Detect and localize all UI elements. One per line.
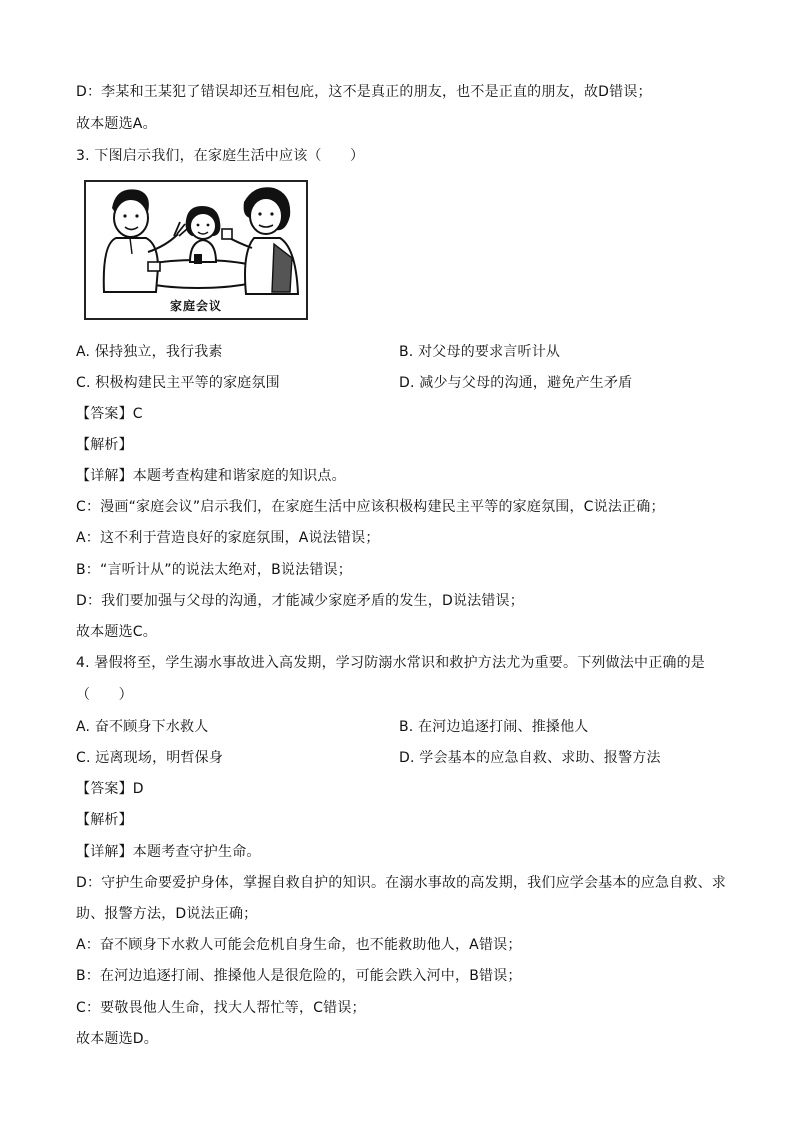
q3-answer: 【答案】C bbox=[76, 406, 143, 422]
q3-conclusion: 故本题选C。 bbox=[76, 624, 157, 640]
q4-option-b: B. 在河边追逐打闹、推搡他人 bbox=[399, 719, 589, 735]
q4-detail-d-line2: 助、报警方法，D说法正确； bbox=[76, 906, 258, 922]
q3-option-a: A. 保持独立，我行我素 bbox=[76, 344, 223, 360]
q3-analysis-heading: 【解析】 bbox=[76, 437, 133, 453]
q3-option-c: C. 积极构建民主平等的家庭氛围 bbox=[76, 375, 280, 391]
q4-option-a: A. 奋不顾身下水救人 bbox=[76, 719, 209, 735]
question-3-stem: 3. 下图启示我们，在家庭生活中应该（ ） bbox=[76, 148, 365, 164]
child-figure bbox=[186, 206, 221, 264]
q4-detail-a: A：奋不顾身下水救人可能会危机自身生命，也不能救助他人，A错误； bbox=[76, 937, 522, 953]
figure-caption: 家庭会议 bbox=[169, 299, 222, 313]
family-meeting-illustration bbox=[84, 180, 308, 320]
q4-option-d: D. 学会基本的应急自救、求助、报警方法 bbox=[399, 750, 661, 766]
q4-option-c: C. 远离现场，明哲保身 bbox=[76, 750, 224, 766]
q4-detail-d-line1: D：守护生命要爱护身体，掌握自救自护的知识。在溺水事故的高发期，我们应学会基本的应急自救、求 bbox=[76, 875, 726, 891]
q3-option-b: B. 对父母的要求言听计从 bbox=[399, 344, 561, 360]
q4-detail-c: C：要敬畏他人生命，找大人帮忙等，C错误； bbox=[76, 1000, 366, 1016]
q3-detail-intro: 【详解】本题考查构建和谐家庭的知识点。 bbox=[76, 468, 346, 484]
q4-analysis-heading: 【解析】 bbox=[76, 812, 133, 828]
q3-detail-a: A：这不利于营造良好的家庭氛围，A说法错误； bbox=[76, 530, 380, 546]
question-4-paren: （ ） bbox=[76, 687, 133, 703]
q3-detail-b: B：“言听计从”的说法太绝对，B说法错误； bbox=[76, 562, 352, 578]
previous-conclusion: 故本题选A。 bbox=[76, 116, 157, 132]
q4-detail-b: B：在河边追逐打闹、推搡他人是很危险的，可能会跌入河中，B错误； bbox=[76, 968, 522, 984]
previous-analysis-line: D：李某和王某犯了错误却还互相包庇，这不是真正的朋友，也不是正直的朋友，故D错误； bbox=[76, 84, 652, 100]
question-4-stem: 4. 暑假将至，学生溺水事故进入高发期，学习防溺水常识和救护方法尤为重要。下列做法中正确的是 bbox=[76, 655, 706, 671]
q3-detail-c: C：漫画“家庭会议”启示我们，在家庭生活中应该积极构建民主平等的家庭氛围，C说法正确； bbox=[76, 499, 665, 515]
q4-conclusion: 故本题选D。 bbox=[76, 1031, 158, 1047]
q4-answer: 【答案】D bbox=[76, 781, 144, 797]
q4-detail-intro: 【详解】本题考查守护生命。 bbox=[76, 844, 261, 860]
q3-detail-d: D：我们要加强与父母的沟通，才能减少家庭矛盾的发生，D说法错误； bbox=[76, 593, 524, 609]
q3-option-d: D. 减少与父母的沟通，避免产生矛盾 bbox=[399, 375, 633, 391]
